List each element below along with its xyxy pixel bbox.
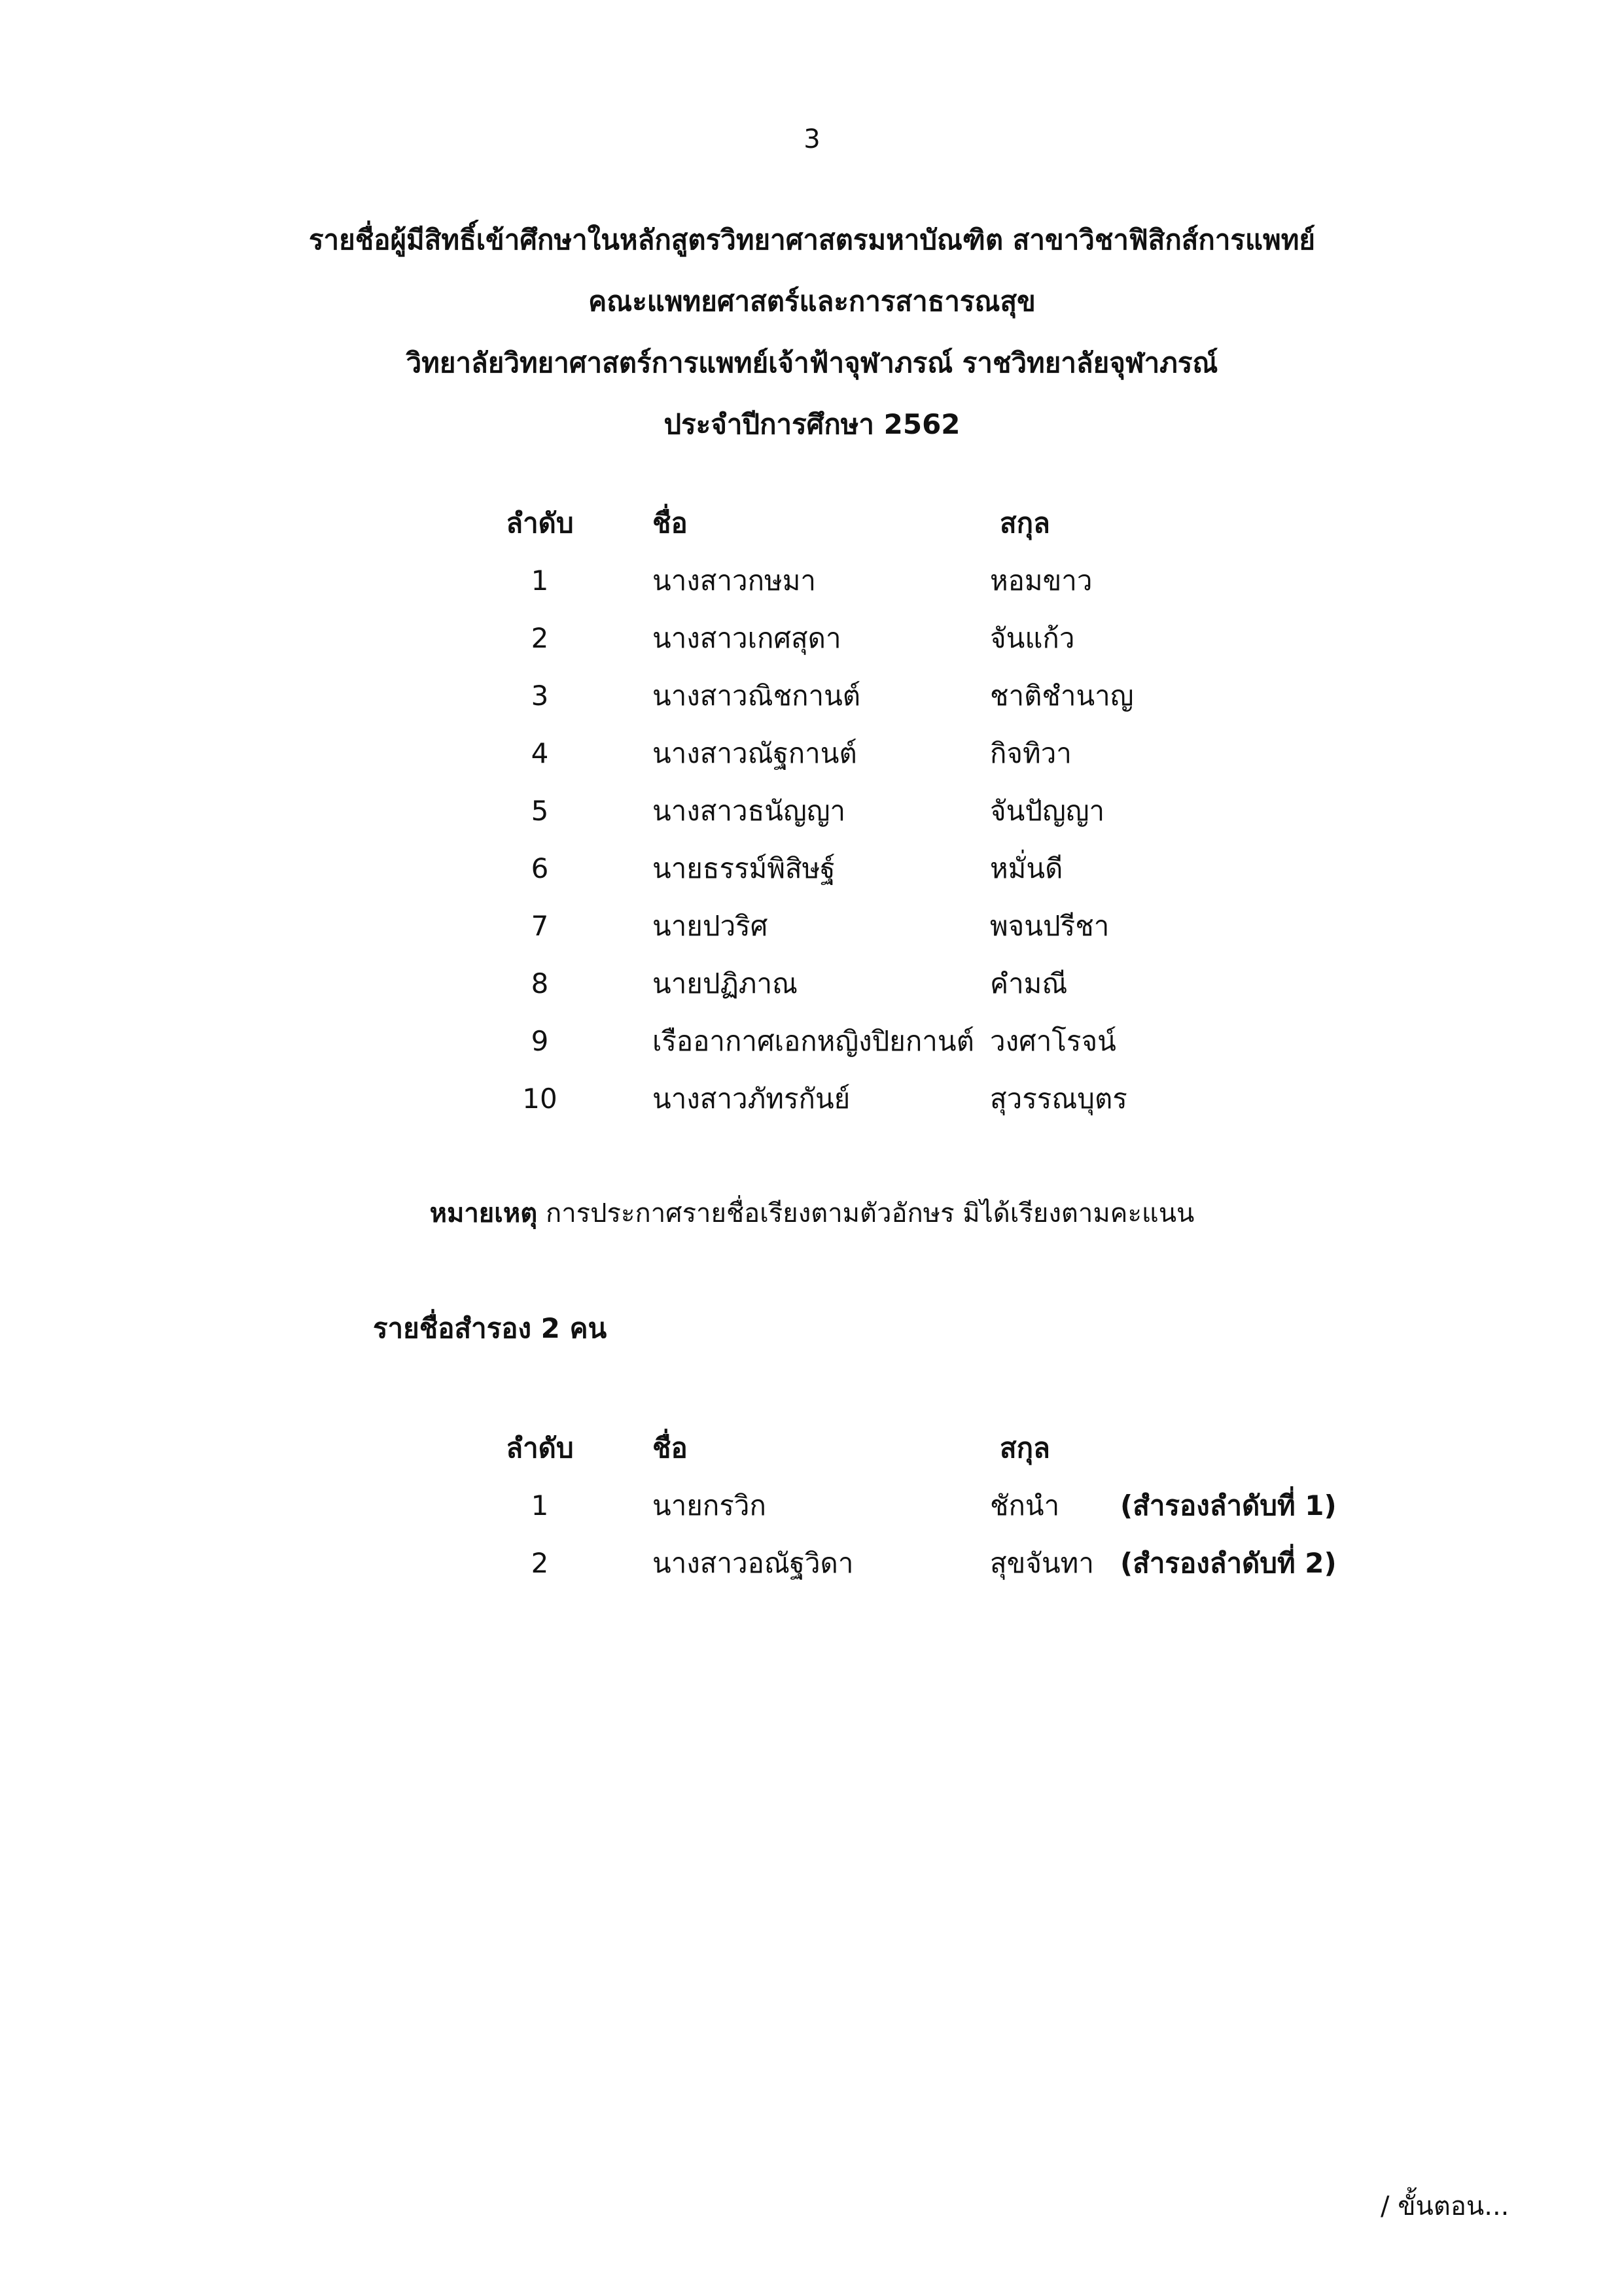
item-first-name: เรืออากาศเอกหญิงปิยกานต์ [652, 1025, 974, 1057]
item-last-name: หมั่นดี [990, 852, 1063, 884]
item-reserve-rank: (สำรองลำดับที่ 1) [1120, 1489, 1337, 1522]
main-list [0, 495, 1624, 1128]
title-line: วิทยาลัยวิทยาศาสตร์การแพทย์เจ้าฟ้าจุฬาภรณ์ ราชวิทยาลัยจุฬาภรณ์ [406, 347, 1218, 379]
item-first-name: นางสาวธนัญญา [652, 795, 846, 827]
item-first-name: นายปวริศ [652, 910, 768, 942]
list-item [0, 1535, 1624, 1592]
item-no: 1 [531, 1489, 549, 1522]
list-item [0, 1477, 1624, 1535]
item-no: 10 [522, 1083, 557, 1115]
item-first-name: นางสาวเกศสุดา [652, 622, 841, 654]
item-last-name: จันแก้ว [990, 622, 1075, 654]
item-first-name: นางสาวอณัฐวิดา [652, 1547, 854, 1579]
item-last-name: วงศาโรจน์ [990, 1025, 1116, 1057]
remark [0, 1192, 1624, 1234]
item-last-name: กิจทิวา [990, 737, 1072, 769]
list-header [0, 495, 1624, 552]
list-item [0, 955, 1624, 1013]
item-first-name: นางสาวภัทรกันย์ [652, 1083, 851, 1115]
item-last-name: ชาติชำนาญ [990, 680, 1134, 712]
title-line: คณะแพทยศาสตร์และการสาธารณสุข [588, 285, 1036, 317]
item-first-name: นายธรรม์พิสิษฐ์ [652, 852, 836, 884]
item-no: 3 [531, 680, 549, 712]
list-item [0, 840, 1624, 897]
item-no: 7 [531, 910, 549, 942]
item-no: 1 [531, 565, 549, 597]
list-item [0, 667, 1624, 725]
list-item [0, 1070, 1624, 1128]
header-first-name: ชื่อ [652, 1432, 688, 1464]
header-last-name: สกุล [1000, 1432, 1050, 1464]
list-item [0, 1013, 1624, 1070]
item-reserve-rank: (สำรองลำดับที่ 2) [1120, 1547, 1337, 1579]
item-last-name: หอมขาว [990, 565, 1093, 597]
item-no: 4 [531, 737, 549, 769]
list-item [0, 552, 1624, 610]
item-last-name: สุขจันทา [990, 1547, 1094, 1579]
item-first-name: นางสาวกษมา [652, 565, 816, 597]
remark-label: หมายเหตุ [429, 1198, 538, 1228]
item-last-name: ชักนำ [990, 1489, 1060, 1522]
item-last-name: พจนปรีชา [990, 910, 1110, 942]
title-line: ประจำปีการศึกษา 2562 [663, 408, 961, 440]
item-no: 2 [531, 1547, 549, 1579]
item-no: 6 [531, 852, 549, 884]
header-first-name: ชื่อ [652, 507, 688, 539]
item-no: 8 [531, 967, 549, 1000]
item-first-name: นางสาวณัฐกานต์ [652, 737, 857, 769]
item-last-name: สุวรรณบุตร [990, 1083, 1127, 1115]
item-first-name: นายกรวิก [652, 1489, 766, 1522]
reserve-list [0, 1419, 1624, 1592]
item-no: 5 [531, 795, 549, 827]
list-item [0, 782, 1624, 840]
item-last-name: คำมณี [990, 967, 1068, 1000]
title-line: รายชื่อผู้มีสิทธิ์เข้าศึกษาในหลักสูตรวิทยาศาสตรมหาบัณฑิต สาขาวิชาฟิสิกส์การแพทย์ [308, 224, 1316, 256]
page-number: 3 [803, 124, 821, 154]
header-last-name: สกุล [1000, 507, 1050, 539]
document-title [0, 209, 1624, 455]
reserve-heading: รายชื่อสำรอง 2 คน [373, 1312, 607, 1344]
item-no: 2 [531, 622, 549, 654]
item-no: 9 [531, 1025, 549, 1057]
header-no: ลำดับ [506, 507, 574, 539]
list-item [0, 610, 1624, 667]
item-first-name: นายปฏิภาณ [652, 967, 798, 1000]
item-last-name: จันปัญญา [990, 795, 1105, 827]
continuation-note: / ขั้นตอน... [1381, 2191, 1509, 2221]
list-item [0, 897, 1624, 955]
list-item [0, 725, 1624, 782]
header-no: ลำดับ [506, 1432, 574, 1464]
item-first-name: นางสาวณิชกานต์ [652, 680, 861, 712]
reserve-list-header [0, 1419, 1624, 1477]
remark-text: การประกาศรายชื่อเรียงตามตัวอักษร มิได้เรียงตามคะแนน [545, 1198, 1195, 1228]
